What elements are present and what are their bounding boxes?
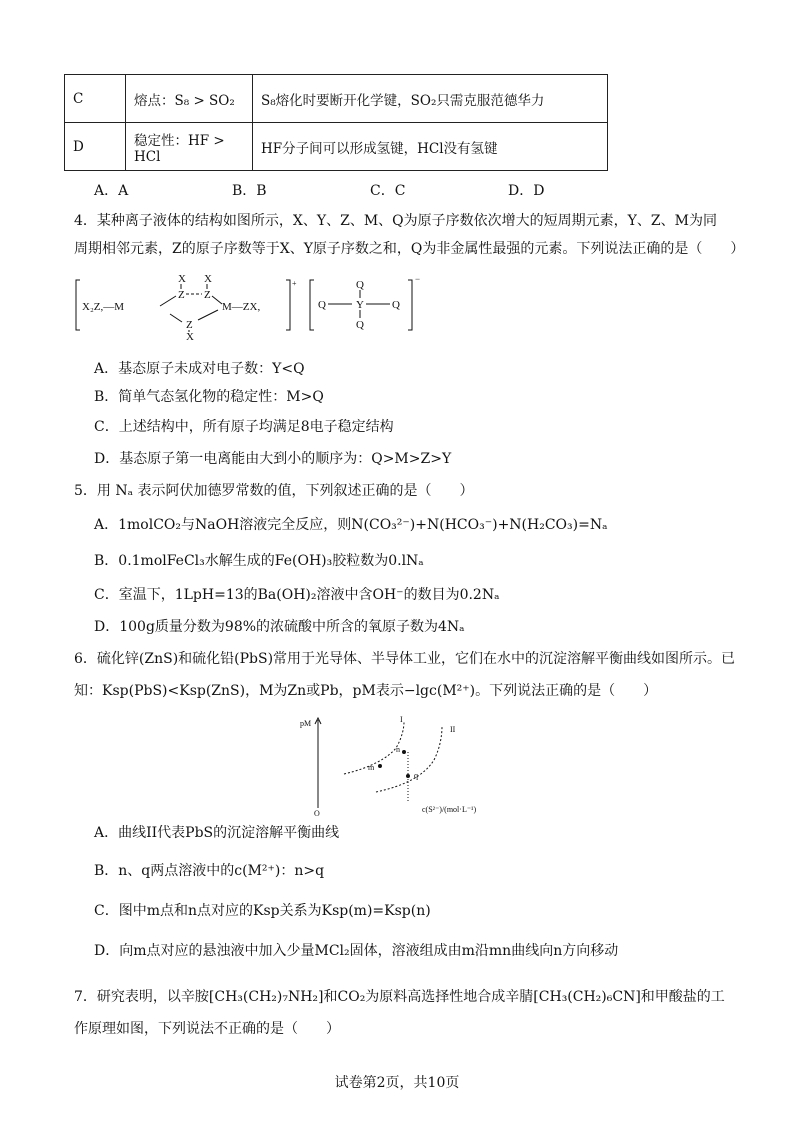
atom-q: Q	[356, 279, 364, 291]
explanation-cell: S₈熔化时要断开化学键，SO₂只需克服范德华力	[253, 75, 608, 123]
bond	[160, 296, 176, 306]
atom-y: Y	[356, 299, 364, 311]
x-axis-label: c(S²⁻)/(mol·L⁻¹)	[422, 805, 477, 814]
bond	[170, 314, 182, 322]
q5-stem: 5．用 Nₐ 表示阿伏加德罗常数的值，下列叙述正确的是（ ）	[74, 483, 474, 499]
ionic-liquid-structure	[74, 268, 434, 340]
atom-x: X	[204, 273, 212, 285]
atom-q: Q	[356, 319, 364, 331]
q5-option-a: A．1molCO₂与NaOH溶液完全反应，则N(CO₃²⁻)+N(HCO₃⁻)+N(H₂CO₃)=Nₐ	[94, 517, 608, 533]
q6-option-c: C．图中m点和n点对应的Ksp关系为Ksp(m)=Ksp(n)	[94, 903, 431, 919]
option-c: C．C	[370, 183, 406, 199]
page-footer: 试卷第2页，共10页	[334, 1075, 460, 1091]
q4-option-b: B．简单气态氢化物的稳定性：M>Q	[94, 389, 324, 405]
table-row	[65, 75, 608, 123]
q6-option-b: B．n、q两点溶液中的c(M²⁺)：n>q	[94, 863, 325, 879]
charge-minus: −	[415, 274, 421, 284]
q4-option-a: A．基态原子未成对电子数：Y<Q	[94, 361, 305, 377]
q7-stem-line1: 7．研究表明，以辛胺[CH₃(CH₂)₇NH₂]和CO₂为原料高选择性地合成辛腈[CH₃(CH₂)₆CN]和甲酸盐的工	[74, 989, 725, 1005]
q6-stem-line1: 6．硫化锌(ZnS)和硫化铅(PbS)常用于光导体、半导体工业，它们在水中的沉淀溶解平衡曲线如图所示。已	[74, 651, 736, 667]
bracket-right	[408, 280, 412, 330]
q4-option-d: D．基态原子第一电离能由大到小的顺序为：Q>M>Z>Y	[94, 451, 452, 467]
property-cell: 熔点：S₈ > SO₂	[126, 75, 253, 123]
q6-option-a: A．曲线II代表PbS的沉淀溶解平衡曲线	[94, 825, 340, 841]
q4-stem-line2: 周期相邻元素，Z的原子序数等于X、Y原子序数之和，Q为非金属性最强的元素。下列说法正确的是（ ）	[74, 241, 745, 257]
point-m-label: m	[368, 763, 375, 772]
q5-option-b: B．0.1molFeCl₃水解生成的Fe(OH)₃胶粒数为0.lNₐ	[94, 553, 424, 569]
q5-option-c: C．室温下，1LpH=13的Ba(OH)₂溶液中含OH⁻的数目为0.2Nₐ	[94, 587, 500, 603]
atom-z: Z	[186, 319, 193, 331]
option-a: A．A	[94, 183, 129, 199]
bracket-left	[76, 280, 80, 330]
q3-options	[94, 180, 646, 200]
q4-option-c: C．上述结构中，所有原子均满足8电子稳定结构	[94, 419, 394, 435]
table-row	[65, 123, 608, 171]
cation-right-group: M—ZX,	[222, 301, 261, 313]
q4-stem-line1: 4．某种离子液体的结构如图所示，X、Y、Z、M、Q为原子序数依次增大的短周期元素，Y、Z、M为同	[74, 213, 717, 229]
point-n-label: n	[396, 745, 400, 754]
q6-stem-line2: 知：Ksp(PbS)<Ksp(ZnS)，M为Zn或Pb，pM表示−lgc(M²⁺)。下列说法正确的是（ ）	[74, 683, 658, 699]
y-axis-label: pM	[300, 719, 312, 728]
point-q	[406, 774, 410, 778]
atom-q: Q	[392, 299, 400, 311]
bracket-right	[286, 280, 290, 330]
cation-left-group: X₂Z,—M	[82, 301, 125, 313]
curve-ii	[376, 726, 442, 792]
bond	[212, 296, 222, 304]
point-m	[378, 764, 382, 768]
charge-plus: +	[292, 279, 297, 288]
atom-q: Q	[318, 299, 326, 311]
atom-x: X	[178, 273, 186, 285]
bond	[198, 310, 218, 320]
point-q-label: q	[414, 771, 418, 780]
curve-i-label: I	[400, 715, 403, 724]
curve-ii-label: II	[450, 725, 456, 734]
answer-table	[64, 74, 608, 171]
option-cell: D	[65, 123, 126, 171]
option-cell: C	[65, 75, 126, 123]
solubility-curve-graph	[300, 712, 510, 816]
origin-label: O	[314, 809, 320, 816]
bracket-left	[310, 280, 314, 330]
option-b: B．B	[232, 183, 267, 199]
q5-option-d: D．100g质量分数为98%的浓硫酸中所含的氧原子数为4Nₐ	[94, 619, 465, 635]
property-cell: 稳定性：HF > HCl	[126, 123, 253, 171]
atom-x: X	[186, 331, 194, 340]
q7-stem-line2: 作原理如图，下列说法不正确的是（ ）	[74, 1021, 340, 1037]
option-d: D．D	[508, 183, 545, 199]
atom-z: Z	[204, 289, 211, 301]
explanation-cell: HF分子间可以形成氢键，HCl没有氢键	[253, 123, 608, 171]
point-n	[402, 750, 406, 754]
q6-option-d: D．向m点对应的悬浊液中加入少量MCl₂固体，溶液组成由m沿mn曲线向n方向移动	[94, 943, 619, 959]
atom-z: Z	[178, 289, 185, 301]
